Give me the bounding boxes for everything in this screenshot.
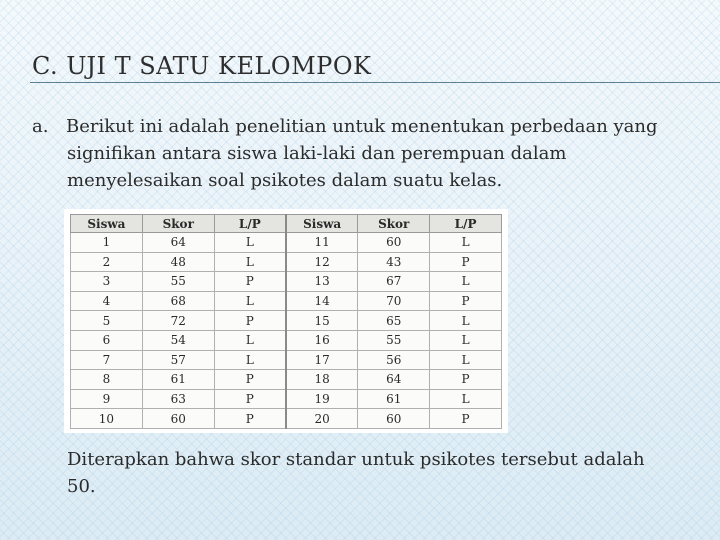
table-cell: 10	[71, 409, 143, 429]
table-cell: 3	[71, 272, 143, 292]
table-cell: L	[430, 311, 502, 331]
conclusion-line-2: 50.	[67, 476, 96, 497]
table-row	[71, 389, 502, 409]
conclusion-text	[67, 446, 712, 500]
table-row	[71, 272, 502, 292]
header-skor-1: Skor	[142, 215, 214, 233]
table-cell: 60	[358, 409, 430, 429]
table-cell: 61	[142, 370, 214, 390]
table-cell: 63	[142, 389, 214, 409]
table-row	[71, 350, 502, 370]
table-cell: P	[430, 291, 502, 311]
paragraph-line-2: signifikan antara siswa laki-laki dan perempuan dalam	[67, 143, 567, 164]
table-cell: P	[214, 409, 286, 429]
table-row	[71, 252, 502, 272]
table-cell: 54	[142, 330, 214, 350]
header-skor-2: Skor	[358, 215, 430, 233]
table-cell: 57	[142, 350, 214, 370]
conclusion-line-1: Diterapkan bahwa skor standar untuk psikotes tersebut adalah	[67, 449, 645, 470]
score-table-image	[64, 209, 508, 433]
table-cell: 4	[71, 291, 143, 311]
table-cell: L	[430, 272, 502, 292]
table-cell: 8	[71, 370, 143, 390]
table-cell: P	[430, 252, 502, 272]
header-siswa-1: Siswa	[71, 215, 143, 233]
table-cell: P	[214, 272, 286, 292]
table-row	[71, 233, 502, 253]
table-cell: P	[214, 311, 286, 331]
intro-paragraph	[32, 113, 707, 194]
table-cell: 6	[71, 330, 143, 350]
table-cell: P	[430, 409, 502, 429]
table-cell: P	[214, 370, 286, 390]
table-cell: L	[430, 389, 502, 409]
table-cell: P	[214, 389, 286, 409]
table-cell: L	[214, 233, 286, 253]
table-row	[71, 311, 502, 331]
table-header-row	[71, 215, 502, 233]
table-cell: 60	[142, 409, 214, 429]
table-row	[71, 370, 502, 390]
table-cell: L	[214, 291, 286, 311]
table-cell: L	[214, 350, 286, 370]
title-underline	[30, 82, 720, 83]
table-cell: 1	[71, 233, 143, 253]
table-cell: 15	[286, 311, 358, 331]
table-row	[71, 409, 502, 429]
table-cell: 14	[286, 291, 358, 311]
table-cell: 61	[358, 389, 430, 409]
table-cell: 60	[358, 233, 430, 253]
slide-title: C. UJI T SATU KELOMPOK	[32, 52, 372, 80]
table-cell: 67	[358, 272, 430, 292]
table-row	[71, 291, 502, 311]
table-cell: 68	[142, 291, 214, 311]
table-cell: 43	[358, 252, 430, 272]
table-cell: 2	[71, 252, 143, 272]
paragraph-line-3: menyelesaikan soal psikotes dalam suatu kelas.	[67, 170, 503, 191]
table-cell: 55	[142, 272, 214, 292]
table-cell: 17	[286, 350, 358, 370]
header-lp-1: L/P	[214, 215, 286, 233]
table-cell: 19	[286, 389, 358, 409]
table-cell: L	[214, 252, 286, 272]
table-row	[71, 330, 502, 350]
table-cell: 64	[358, 370, 430, 390]
table-cell: 56	[358, 350, 430, 370]
table-cell: 55	[358, 330, 430, 350]
table-cell: 9	[71, 389, 143, 409]
table-cell: L	[214, 330, 286, 350]
table-cell: 64	[142, 233, 214, 253]
table-cell: 7	[71, 350, 143, 370]
table-cell: L	[430, 330, 502, 350]
table-cell: 11	[286, 233, 358, 253]
table-cell: 65	[358, 311, 430, 331]
list-marker: a.	[32, 116, 49, 137]
table-cell: 72	[142, 311, 214, 331]
header-siswa-2: Siswa	[286, 215, 358, 233]
table-cell: 18	[286, 370, 358, 390]
table-cell: 20	[286, 409, 358, 429]
table-cell: 16	[286, 330, 358, 350]
paragraph-line-1: Berikut ini adalah penelitian untuk menentukan perbedaan yang	[66, 116, 658, 137]
table-cell: P	[430, 370, 502, 390]
table-cell: 70	[358, 291, 430, 311]
table-cell: 48	[142, 252, 214, 272]
table-cell: L	[430, 350, 502, 370]
score-table	[70, 214, 502, 429]
table-cell: 12	[286, 252, 358, 272]
header-lp-2: L/P	[430, 215, 502, 233]
table-cell: 5	[71, 311, 143, 331]
table-body	[71, 233, 502, 429]
table-cell: 13	[286, 272, 358, 292]
table-cell: L	[430, 233, 502, 253]
